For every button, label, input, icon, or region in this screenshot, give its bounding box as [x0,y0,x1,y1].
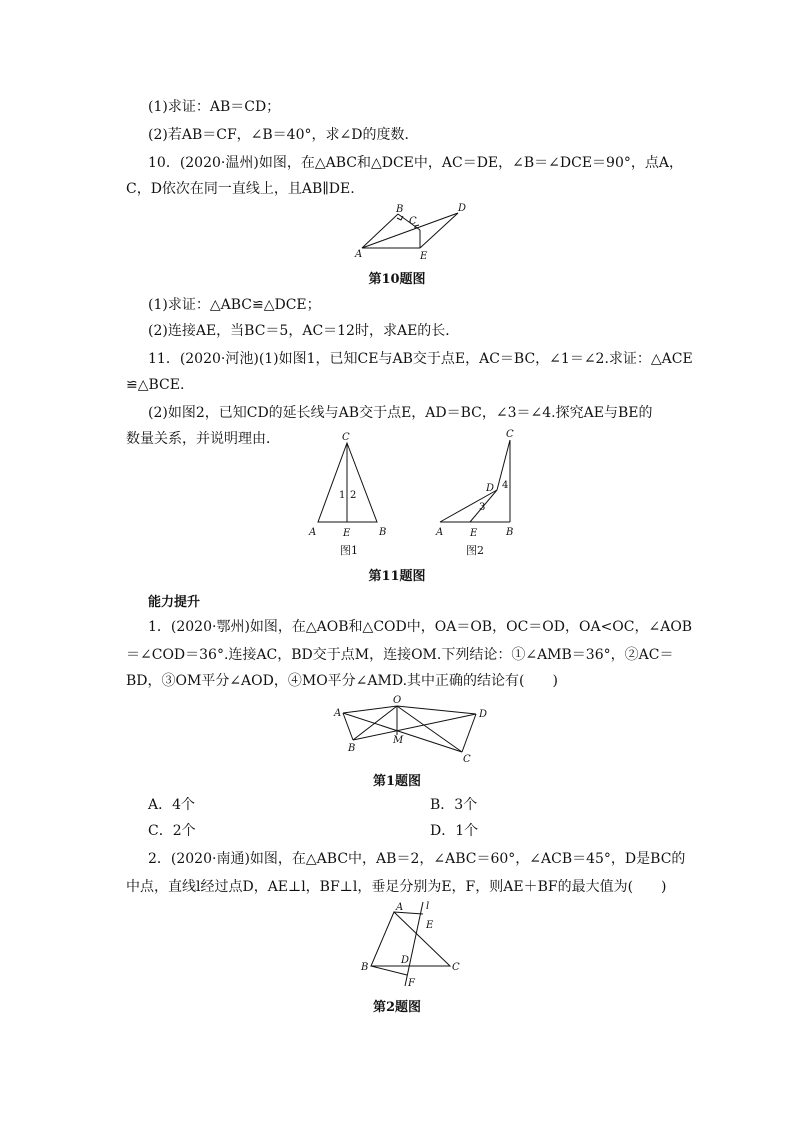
label-O-q1: O [393,695,402,706]
text-line-11: 1．(2020·鄂州)如图，在△AOB和△COD中，OA＝OB，OC＝OD，OA<OC，∠AOB [148,619,693,635]
label-E-q2: E [426,920,434,931]
caption-sub2: 图2 [466,544,484,557]
label-C-fig10: C [409,216,417,227]
caption-fig2q: 第2题图 [372,1000,422,1015]
label-E-fig11a: E [343,528,351,539]
label-E-fig10: E [420,251,428,262]
label-4-fig11b: 4 [502,480,509,491]
label-D-fig10: D [458,203,467,214]
label-C-fig11a: C [342,432,350,443]
text-line-10: 数量关系，并说明理由． [126,431,280,447]
text-line-6: (2)连接AE，当BC＝5，AC＝12时，求AE的长． [148,323,460,339]
label-1-fig11a: 1 [339,490,346,501]
label-A-fig10: A [355,249,363,260]
text-line-1: (1)求证：AB＝CD； [148,99,281,115]
figure-q2-lines [371,902,450,986]
label-B-fig11b: B [506,527,514,538]
option-c: C．2个 [148,823,196,839]
caption-fig11: 第11题图 [368,569,426,584]
option-d: D．1个 [430,823,479,839]
label-E-fig11b: E [470,528,478,539]
label-F-q2: F [408,978,415,989]
text-line-14: 2．(2020·南通)如图，在△ABC中，AB＝2，∠ABC＝60°，∠ACB＝45°，D是BC的 [148,851,686,867]
caption-fig10: 第10题图 [368,272,426,287]
label-M-q1: M [393,735,404,746]
label-l-q2: l [426,901,430,912]
label-3-fig11b: 3 [479,502,486,513]
text-line-5: (1)求证：△ABC≌△DCE； [148,297,321,313]
text-line-15: 中点，直线l经过点D，AE⊥l，BF⊥l，垂足分别为E，F，则AE＋BF的最大值为( ) [126,879,667,895]
label-B-q2: B [361,962,369,973]
text-line-2: (2)若AB＝CF，∠B＝40°，求∠D的度数． [148,127,419,143]
text-line-7: 11．(2020·河池)(1)如图1，已知CE与AB交于点E，AC＝BC，∠1＝∠2.求证：△ACE [148,351,693,367]
section-title: 能力提升 [148,595,201,610]
label-C-fig11b: C [506,429,514,440]
option-b: B．3个 [430,797,478,813]
label-C-q1: C [463,754,471,765]
text-line-9: (2)如图2，已知CD的延长线与AB交于点E，AD＝BC，∠3＝∠4.探究AE与BE的 [148,405,653,421]
label-A-fig11a: A [309,527,317,538]
label-A-fig11b: A [436,527,444,538]
caption-sub1: 图1 [340,544,358,557]
label-2-fig11a: 2 [350,490,357,501]
text-line-3: 10．(2020·温州)如图，在△ABC和△DCE中，AC＝DE，∠B＝∠DCE＝90°，点A， [148,155,683,171]
label-D-q2: D [401,955,410,966]
text-line-4: C，D依次在同一直线上，且AB∥DE. [126,181,355,197]
label-A-q2: A [396,902,404,913]
label-B-q1: B [348,743,356,754]
label-B-fig10: B [396,204,404,215]
option-a: A．4个 [148,797,196,813]
label-D-q1: D [479,709,488,720]
caption-fig1q: 第1题图 [372,774,422,789]
label-A-q1: A [334,708,342,719]
text-line-8: ≌△BCE. [126,377,185,393]
label-B-fig11a: B [379,527,387,538]
label-C-q2: C [452,962,460,973]
label-D-fig11b: D [486,483,495,494]
text-line-13: BD，③OM平分∠AOD，④MO平分∠AMD.其中正确的结论有( ) [126,673,558,689]
text-line-12: ＝∠COD＝36°.连接AC，BD交于点M，连接OM.下列结论：①∠AMB＝36°，②AC＝ [126,647,674,663]
